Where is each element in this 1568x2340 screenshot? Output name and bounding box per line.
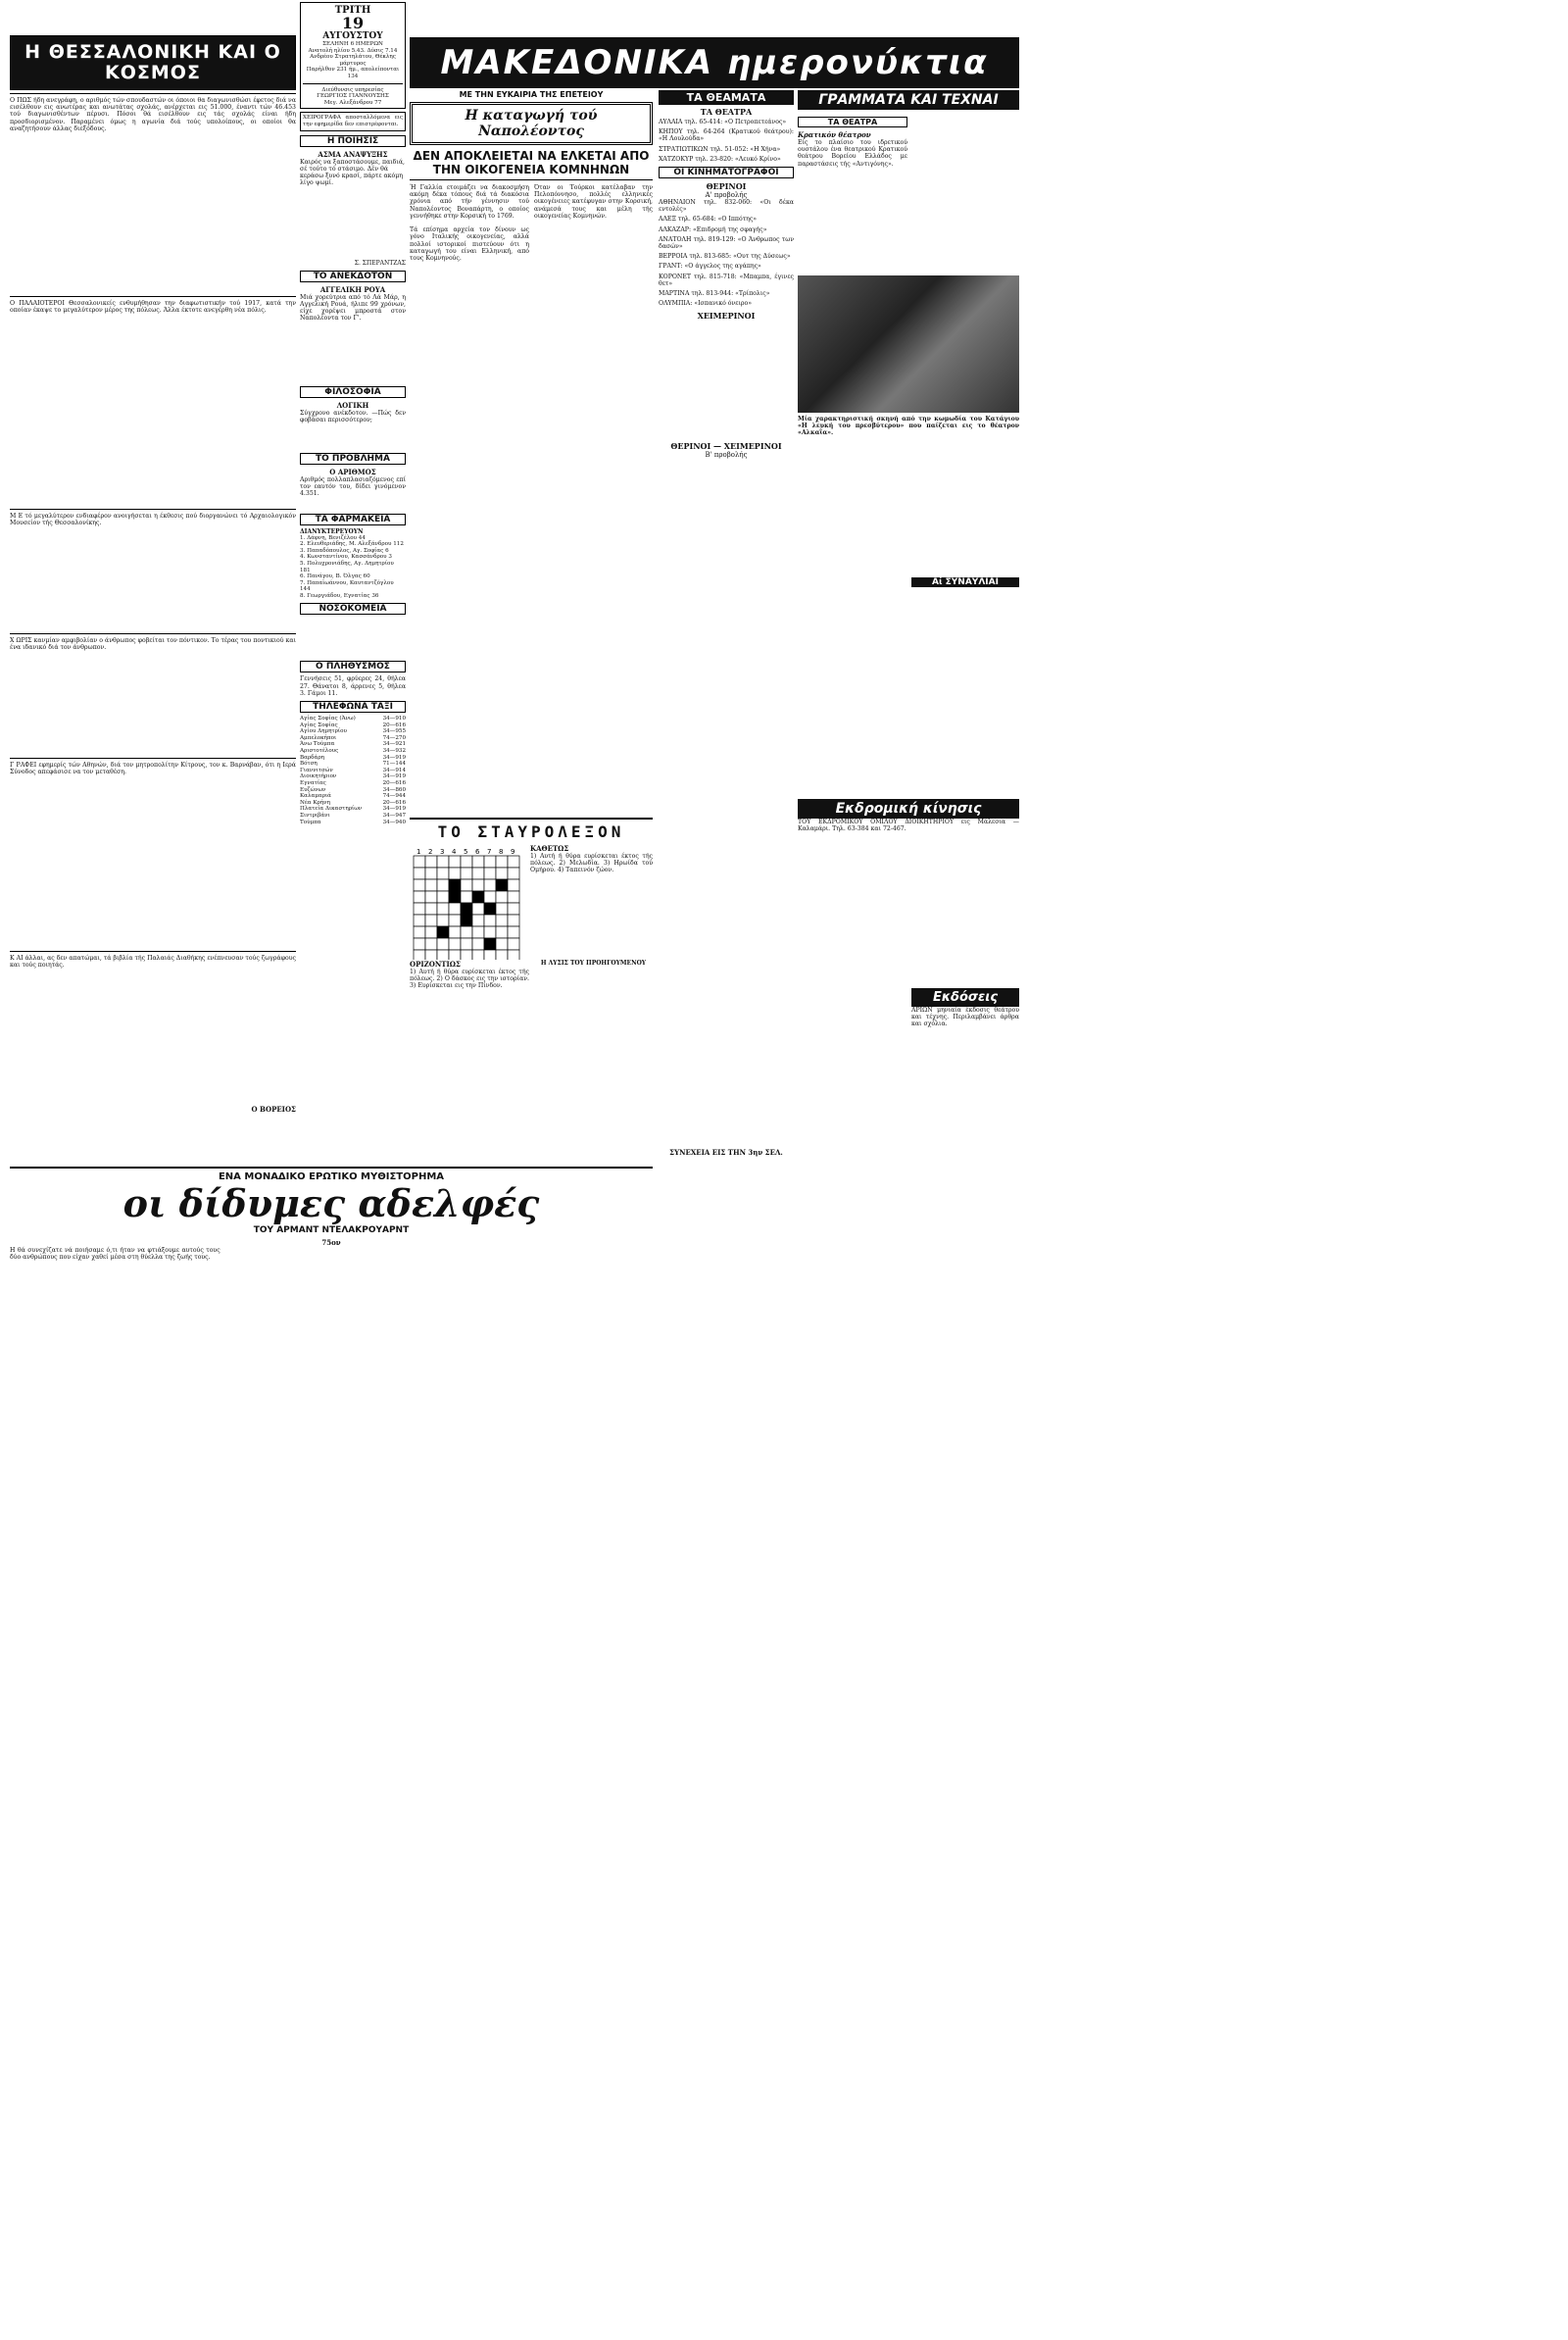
crossword-cell: [437, 926, 449, 938]
crossword-cell: [461, 950, 472, 960]
state-theatre-text: Είς το πλαίσιο του ιδρετικού ουστάλου ένα θεατρικού Κρατικού θεάτρου Βορείου Ελλάδος με παραστάσεις τής «Αντιγόνης».: [798, 139, 907, 168]
crossword-cell: [449, 868, 461, 879]
crossword-cell: [449, 879, 461, 891]
theatre-photo: [798, 275, 1019, 413]
crossword-cell: [508, 926, 519, 938]
column-shows: [659, 90, 794, 1157]
crossword-cell: [461, 903, 472, 915]
crossword-cell: [496, 903, 508, 915]
crossword-cell: [414, 879, 425, 891]
section-header-thessaloniki: [10, 35, 296, 90]
column-thessaloniki: [10, 0, 296, 1114]
crossword-cell: [414, 915, 425, 926]
crossword-cell: [472, 926, 484, 938]
cinema-listing: ΑΝΑΤΟΛΗ τηλ. 819-129: «Ο Άνθρωπος των δασών»: [659, 235, 794, 251]
crossword-cell: [425, 879, 437, 891]
masthead-subtitle: ΜΕ ΤΗΝ ΕΥΚΑΙΡΙΑ ΤΗΣ ΕΠΕΤΕΙΟΥ: [459, 90, 604, 99]
crossword-column-number: 7: [487, 848, 492, 856]
pharmacy-item: 4. Κωνσταντίνου, Κασσάνδρου 3: [300, 554, 392, 561]
article-students: Ο ΠΩΣ ήδη ανεγράφη, ο αριθμός τών σπουδαστών οι όποιοι θα διαγωνισθώσι έφετος διά να εισέλθουν εις ανωτέρας και ανωτάτας σχολάς, ανέρχεται εις 51.000, έναντι τών 46.453 τού διαγωνισθέντων πέρυσι. Πόσοι θά εισέλθουν εις τάς σχολάς είναι ήδη προσδιορισμένον. Παραμένει όμως η αγωνία διά τούς υπολοίπους, οι οποίοι θα αναζητήσουν άλλας διεξόδους.: [10, 97, 296, 132]
crossword-cell: [496, 879, 508, 891]
poetry-title: ΑΣΜΑ ΑΝΑΨΥΞΗΣ: [318, 149, 388, 159]
masthead: [410, 37, 1019, 88]
anecdote-text: Μιά χορεύτρια από τό Λά Μάρ, η Αγγελική Ρουά, ήλιπε 99 χρόνων, είχε χορέψει μπροστά στον Ναπολέοντα τον Γ'.: [300, 293, 406, 323]
pharmacy-item: 8. Γεωργιάδου, Εγνατίας 36: [300, 592, 379, 599]
crossword-cell: [437, 915, 449, 926]
serial-text-col3: [442, 1247, 653, 1261]
crossword-cell: [414, 926, 425, 938]
section-taxi: ΤΗΛΕΦΩΝΑ ΤΑΞΙ: [300, 701, 406, 713]
taxi-row: [300, 820, 406, 826]
taxi-stand: Καλαμαριά: [300, 793, 331, 800]
crossword-cell: [508, 915, 519, 926]
article-museum: Μ Ε τό μεγαλύτερον ενδιαφέρον ανοιγήσεται η έκθεσις πού διοργανώνει τό Αρχαιολογικόν Μουσείον τής Θεσσαλονίκης.: [10, 513, 296, 527]
taxi-phone: 34—947: [382, 812, 406, 819]
crossword-cell: [484, 903, 496, 915]
crossword-cell: [461, 891, 472, 903]
pharmacy-subtitle: ΔΙΑΝΥΚΤΕΡΕΥΟΥΝ: [300, 527, 364, 535]
crossword-cell: [449, 856, 461, 868]
section-pharmacies: ΤΑ ΦΑΡΜΑΚΕΙΑ: [300, 514, 406, 525]
crossword-cell: [425, 915, 437, 926]
section-philosophy: ΦΙΛΟΣΟΦΙΑ: [300, 386, 406, 398]
serial-text-col1: Η θά συνεχίζατε νά ποιήσαμε ό,τι ήταν να φτιάξουμε αυτούς τους δύο ανθρώπους που είχαν χαθεί μέσα στη θύελλα της ζωής τους.: [10, 1247, 220, 1262]
crossword-cell: [425, 926, 437, 938]
article-mouse: Χ ΩΡΙΣ κανμίαν αμφιβολίαν ο άνθρωπος φοβείται τον πόντικον. Το τέρας του ποντικιού και ένα ιδανικό διά τον άνθρωπον.: [10, 637, 296, 652]
crossword-horizontal-label: ΟΡΙΖΟΝΤΙΩΣ: [410, 960, 461, 969]
crossword-column-number: 8: [499, 848, 504, 856]
crossword-cell: [437, 891, 449, 903]
saint-of-day: Ανδρέου Στρατηλάτου, Θέκλης μάρτυρος: [310, 54, 396, 67]
crossword-cell: [449, 903, 461, 915]
crossword-cell: [484, 926, 496, 938]
cinema-listing: ΓΡΑΝΤ: «Ο άγγελος της αγάπης»: [659, 263, 761, 271]
taxi-phone: 34—921: [382, 741, 406, 748]
crossword-cell: [508, 938, 519, 950]
cinema-listing: ΑΘΗΝΑΙΟΝ τηλ. 832-060: «Οι δέκα εντολές»: [659, 199, 794, 214]
cinema-listing: ΑΛΕΞ τηλ. 65-684: «Ο Ιππότης»: [659, 216, 758, 224]
crossword-cell: [461, 915, 472, 926]
napoleon-text-left: Ή Γαλλία ετοιμάζει να διακοσμήση ακόμη δέκα τόπους διά τά διακόσια χρόνια από τήν γέννησιν τού Ναπολέοντος Βοναπάρτη, ο οποίος γεννήθηκε στην Κορσική το 1769. Τά επίσημα αρχεία τον δίνουν ως γόνο Ιταλικής οικογενείας, αλλά πολλοί ιστορικοί πιστεύουν ότι η καταγωγή του είναι Ελληνική, από τους Κομνηνούς.: [410, 184, 529, 263]
crossword-cell: [425, 891, 437, 903]
taxi-phone: 34—955: [382, 728, 406, 735]
section-theatres: ΤΑ ΘΕΑΤΡΑ: [798, 117, 907, 127]
taxi-stand: Εγνατίας: [300, 780, 326, 787]
crossword-grid: [410, 844, 525, 960]
cinema-listing: ΑΛΚΑΖΑΡ: «Επιδρομή της σφαγής»: [659, 225, 767, 233]
crossword-cell: [496, 868, 508, 879]
column-daily-info: [300, 0, 406, 825]
taxi-stand: Βότση: [300, 761, 318, 768]
column-signature: Ο ΒΟΡΕΙΟΣ: [251, 1105, 296, 1114]
crossword-cell: [484, 938, 496, 950]
crossword-cell: [414, 868, 425, 879]
feature-title: Η καταγωγή τού Ναπολέοντος: [465, 108, 598, 139]
crossword-cell: [496, 938, 508, 950]
theatre-listing: ΧΑΤΖΟΚΥΡ τηλ. 23-820: «Λευκό Κρίνο»: [659, 155, 781, 163]
state-theatre-title: Κρατικόν θέατρον: [798, 130, 871, 139]
crossword-cell: [508, 879, 519, 891]
crossword-column-number: 9: [511, 848, 515, 856]
crossword-cell: [496, 891, 508, 903]
days-count: Παρήλθον 231 ήμ., απολείπονται 134: [306, 67, 400, 79]
cinema-listing: ΟΛΥΜΠΙΑ: «Ισπανικό όνειρο»: [659, 300, 753, 308]
taxi-phone: 74—944: [382, 793, 406, 800]
hospitals-text: [300, 618, 406, 657]
feature-title-box: [410, 102, 653, 145]
taxi-phone: 71—144: [382, 761, 406, 768]
first-run-label: Α' προβολής: [705, 191, 748, 200]
concerts-text: [911, 587, 1019, 793]
crossword-cell: [484, 891, 496, 903]
taxi-row: [300, 761, 406, 768]
crossword-cell: [461, 938, 472, 950]
crossword-cell: [472, 879, 484, 891]
taxi-stand: Αγίας Σοφίας (Άνω): [300, 716, 356, 722]
crossword-cell: [472, 891, 484, 903]
taxi-stand: Τούμπα: [300, 819, 321, 825]
direction-address: Μεγ. Αλεξάνδρου 77: [323, 99, 382, 106]
philosophy-title: ΛΟΓΙΚΗ: [336, 400, 369, 410]
crossword-cell: [472, 938, 484, 950]
crossword-cell: [437, 938, 449, 950]
taxi-stand: Σιντριβάνι: [300, 812, 330, 819]
date-month: ΑΥΓΟΥΣΤΟΥ: [322, 31, 383, 41]
crossword-cell: [449, 926, 461, 938]
taxi-stand: Αγίου Δημητρίου: [300, 728, 347, 735]
crossword-column-number: 1: [416, 848, 421, 856]
poetry-author: Σ. ΣΠΕΡΑΝΤΖΑΣ: [354, 259, 406, 267]
taxi-phone: 20—616: [382, 799, 406, 806]
crossword-cell: [461, 879, 472, 891]
section-poetry: Η ΠΟΙΗΣΙΣ: [300, 135, 406, 147]
crossword-cell: [449, 915, 461, 926]
theatre-listing: ΑΥΛΑΙΑ τηλ. 65-414: «Ο Πετροπετεάνος»: [659, 119, 787, 125]
moon-phase: ΣΕΛΗΝΗ 6 ΗΜΕΡΩΝ: [322, 41, 383, 47]
direction-name: ΓΕΩΡΓΙΟΣ ΓΙΑΝΝΟΥΣΗΣ: [317, 93, 389, 100]
serial-author: ΤΟΥ ΑΡΜΑΝΤ ΝΤΕΛΑΚΡΟΥΑΡΝΤ: [253, 1225, 410, 1235]
pharmacy-item: 7. Παπαϊωάννου, Καυταντζόγλου 144: [300, 579, 394, 593]
date-box: [300, 2, 406, 109]
problem-text: Αριθμός πολλαπλασιαζόμενος επί τον εαυτόν του, δίδει γινόμενον 4.351.: [300, 475, 406, 497]
section-header-shows: ΤΑ ΘΕΑΜΑΤΑ: [659, 90, 794, 105]
theatre-listing: ΚΗΠΟΥ τηλ. 64-264 (Κρατικού θεάτρου): «Η Λουλούδα»: [659, 128, 794, 143]
pharmacy-item: 3. Παπαδόπουλος, Αγ. Σοφίας 6: [300, 547, 389, 554]
cinemas-winter-label: ΧΕΙΜΕΡΙΝΟΙ: [697, 311, 756, 322]
section-cinemas: ΟΙ ΚΙΝΗΜΑΤΟΓΡΑΦΟΙ: [659, 167, 794, 178]
crossword-cell: [425, 950, 437, 960]
crossword-cell: [437, 879, 449, 891]
direction-title: Διεύθυνσις υπηρεσίας: [321, 86, 384, 93]
crossword-title: ΤΟ ΣΤΑΥΡΟΛΕΞΟΝ: [437, 822, 625, 841]
section-header-letters: ΓΡΑΜΜΑΤΑ ΚΑΙ ΤΕΧΝΑΙ: [798, 90, 1019, 110]
taxi-stand: Ευζώνων: [300, 786, 326, 793]
taxi-row: [300, 780, 406, 787]
crossword-cell: [472, 915, 484, 926]
problem-title: Ο ΑΡΙΘΜΟΣ: [329, 467, 376, 476]
crossword-cell: [496, 950, 508, 960]
article-metropolitan: Γ ΡΑΦΕΙ εφημερίς τών Αθηνών, διά τον μητροπολίτην Κίτρους, τον κ. Βαρνάβαν, ότι η Ιερά Σύνοδος απεφάσισε να τον μεταθέση.: [10, 762, 296, 776]
taxi-phone: 34—919: [382, 773, 406, 780]
crossword-cell: [449, 891, 461, 903]
winter-cinemas-text: [659, 321, 794, 438]
crossword-cell: [425, 903, 437, 915]
crossword-cell: [425, 938, 437, 950]
section-hospitals: ΝΟΣΟΚΟΜΕΙΑ: [300, 603, 406, 615]
crossword-cell: [425, 868, 437, 879]
section-anecdote: ΤΟ ΑΝΕΚΔΟΤΟΝ: [300, 271, 406, 282]
cinema-listing: ΒΕΡΡΟΙΑ τηλ. 813-685: «Ουτ της Δύσεως»: [659, 253, 791, 261]
second-run-text: [659, 459, 794, 1145]
crossword-column-number: 2: [428, 848, 433, 856]
poetry-text: Καιρός να ξαποστάσουμε, παιδιά, σέ τούτο τό στάσιμο. Δέν θά κεράσω ξυνό κρασί, πάρτε ακόμη λίγο ψωμί.: [300, 158, 405, 187]
philosophy-text: Σύγχρονο ανέκδοτον. —Πώς δεν φοβάσαι περισσότερον;: [300, 409, 406, 423]
section-publications: Εκδόσεις: [911, 988, 1019, 1007]
crossword-cell: [437, 856, 449, 868]
shows-subheader: ΤΑ ΘΕΑΤΡΑ: [700, 107, 753, 117]
cinemas-combined-label: ΘΕΡΙΝΟΙ — ΧΕΙΜΕΡΙΝΟΙ: [670, 441, 782, 452]
serial-banner: ΕΝΑ ΜΟΝΑΔΙΚΟ ΕΡΩΤΙΚΟ ΜΥΘΙΣΤΟΡΗΜΑ: [218, 1171, 445, 1182]
crossword-column-number: 3: [440, 848, 445, 856]
serial-text-col2: [226, 1247, 437, 1261]
anecdote-title: ΑΓΓΕΛΙΚΗ ΡΟΥΑ: [319, 284, 386, 294]
crossword-cell: [484, 879, 496, 891]
taxi-stand: Άνω Τούμπα: [300, 741, 335, 748]
crossword-cell: [449, 950, 461, 960]
taxi-stand: Γιαννιτσών: [300, 767, 333, 773]
crossword-cell: [425, 856, 437, 868]
photo-caption: Μία χαρακτηριστική σκηνή από την κωμωδία του Κατάγιου «Η λευκή του πρεσβύτερου» που παίζεται εις το θέατρον «Αλκαΐα».: [798, 416, 1019, 437]
section-problem: ΤΟ ΠΡΟΒΛΗΜΑ: [300, 453, 406, 465]
column-napoleon: [410, 90, 653, 993]
crossword-cell: [496, 926, 508, 938]
crossword-cell: [414, 891, 425, 903]
crossword-cell: [461, 926, 472, 938]
taxi-phone: 20—616: [382, 780, 406, 787]
section-population: Ο ΠΛΗΘΥΣΜΟΣ: [300, 661, 406, 672]
taxi-stand: Πλατεία Δικαστηρίων: [300, 806, 363, 813]
theatres-list: [659, 119, 794, 163]
date-weekday: ΤΡΙΤΗ: [334, 5, 371, 16]
taxi-stand: Αμπελοκήποι: [300, 734, 337, 741]
crossword-cell: [496, 915, 508, 926]
taxi-phone: 34—940: [382, 819, 406, 825]
crossword-vertical-clues: 1) Αυτή ή θύρα ευρίσκεται έκτος τής πόλεως. 2) Μελωδία. 3) Ηρωίδα τού Ομήρου. 4) Ταπεινόν ζώον.: [530, 853, 653, 874]
napoleon-text-right: Όταν οι Τούρκοι κατέλαβαν την Πελοπόννησο, πολλές ελληνικές οικογένειες κατέφυγαν στην Κορσική, ανάμεσά τους και μέλη τής οικογενείας Κομνηνών.: [534, 184, 653, 220]
taxi-row: [300, 748, 406, 755]
serial-novel: [10, 1167, 653, 1521]
taxi-stand: Βαρδάρη: [300, 754, 324, 761]
taxi-stand: Διοικητήριον: [300, 773, 337, 780]
taxi-row: [300, 728, 406, 735]
header-thessaloniki-text: Η ΘΕΣΣΑΛΟΝΙΚΗ ΚΑΙ Ο ΚΟΣΜΟΣ: [24, 41, 281, 83]
pharmacy-item: 2. Ελευθεριάδης, Μ. Αλεξάνδρου 112: [300, 541, 404, 548]
excursions-text: ΤΟΥ ΕΚΔΡΟΜΙΚΟΥ ΟΜΙΛΟΥ ΔΙΟΙΚΗΤΗΡΙΟΥ εις Μάλεσια — Καλαμάρι. Τηλ. 63-384 και 72-467.: [798, 818, 1019, 832]
section-excursions: Εκδρομική κίνησις: [798, 799, 1019, 819]
population-text: Γεννήσεις 51, φρύερες 24, θήλεα 27. Θάνατοι 8, άρρενες 5, θήλεα 3. Γάμοι 11.: [300, 675, 406, 697]
crossword-cell: [484, 915, 496, 926]
pharmacy-list: [300, 535, 406, 600]
crossword-horizontal-clues: 1) Αυτή ή θύρα ευρίσκεται έκτος τής πόλεως. 2) Ο δάσκος εις την ιστορίαν. 3) Ευρίσκεται εις την Πίνδον.: [410, 969, 529, 990]
crossword-cell: [414, 950, 425, 960]
crossword-column-number: 4: [452, 848, 457, 856]
taxi-row: [300, 813, 406, 820]
crossword-cell: [414, 938, 425, 950]
taxi-row: [300, 806, 406, 813]
crossword-cell: [484, 868, 496, 879]
crossword-cell: [484, 856, 496, 868]
crossword-cell: [508, 950, 519, 960]
crossword-cell: [472, 868, 484, 879]
crossword-column-number: 5: [464, 848, 468, 856]
taxi-phone: 34—910: [382, 716, 406, 722]
taxi-phone: 20—616: [382, 722, 406, 728]
taxi-phone: 34—860: [382, 786, 406, 793]
pharmacy-item: 6. Πανάγου, Β. Όλγας 60: [300, 573, 370, 580]
cinemas-list: [659, 199, 794, 307]
cinema-listing: ΜΑΡΤΙΝΑ τηλ. 813-944: «Τρίπολις»: [659, 290, 770, 298]
taxi-phone: 34—919: [382, 754, 406, 761]
crossword-cell: [414, 903, 425, 915]
sun-times: Ανατολή ηλίου 5.43. Δύσις 7.14: [308, 47, 398, 54]
cinemas-summer-label: ΘΕΡΙΝΟΙ: [706, 181, 747, 192]
article-bible: Κ ΑΙ άλλαι, ας δεν απατώμαι, τά βιβλία τής Παλαιάς Διαθήκης ενέπνευσαν τούς ζωγράφους και τούς ποιητάς.: [10, 955, 296, 970]
taxi-phone: 74—270: [382, 734, 406, 741]
crossword-cell: [508, 903, 519, 915]
lead-headline: ΔΕΝ ΑΠΟΚΛΕΙΕΤΑΙ ΝΑ ΕΛΚΕΤΑΙ ΑΠΟ ΤΗΝ ΟΙΚΟΓΕΝΕΙΑ ΚΟΜΝΗΝΩΝ: [410, 149, 653, 180]
taxi-stand: Αριστοτέλους: [300, 748, 339, 755]
taxi-phone: 34—914: [382, 767, 406, 773]
crossword-cell: [437, 903, 449, 915]
masthead-title: ΜΑΚΕΔΟΝΙΚΑ ημερονύκτια: [440, 43, 989, 82]
taxi-phone: 34—919: [382, 806, 406, 813]
notice-manuscripts: ΧΕΙΡΟΓΡΑΦΑ αποσταλλόμενα εις την εφημερίδα δεν επιστρέφονται.: [300, 112, 406, 130]
pharmacy-item: 1. Δάφνη, Βενιζέλου 44: [300, 534, 366, 541]
crossword-solution-title: Η ΛΥΣΙΣ ΤΟΥ ΠΡΟΗΓΟΥΜΕΝΟΥ: [540, 960, 647, 967]
crossword-cell: [472, 903, 484, 915]
crossword-cell: [508, 868, 519, 879]
column-letters-arts: [798, 90, 1019, 1030]
date-day: 19: [341, 14, 365, 32]
taxi-stand: Νέα Κρήνη: [300, 799, 330, 806]
crossword-cell: [437, 950, 449, 960]
crossword-cell: [496, 856, 508, 868]
taxi-row: [300, 793, 406, 800]
section-concerts: Αί ΣΥΝΑΥΛΙΑΙ: [911, 577, 1019, 587]
crossword-cell: [449, 938, 461, 950]
continued-note: ΣΥΝΕΧΕΙΑ ΕΙΣ ΤΗΝ 3ην ΣΕΛ.: [669, 1148, 783, 1158]
crossword-vertical-label: ΚΑΘΕΤΩΣ: [530, 844, 569, 853]
letters-text-right: [911, 113, 1019, 270]
letters-text-col-a: [798, 440, 907, 793]
taxi-list: [300, 716, 406, 825]
taxi-stand: Αγίας Σοφίας: [300, 722, 338, 728]
crossword-cell: [484, 950, 496, 960]
taxi-row: [300, 716, 406, 722]
crossword-cell: [461, 868, 472, 879]
serial-title: οι δίδυμες αδελφές: [122, 1181, 540, 1225]
crossword-cell: [472, 856, 484, 868]
taxi-phone: 34—932: [382, 748, 406, 755]
serial-chapter: 75ον: [321, 1238, 341, 1247]
crossword-cell: [461, 856, 472, 868]
article-fire-1917: Ο ΠΑΛΑΙΟΤΕΡΟΙ Θεσσαλονικείς ενθυμήθησαν την διαφωτιστικήν τού 1917, κατά την οποίαν έκαψε το μεγαλύτερον μέρος της πόλεως. Άλλα έκτοτε ανεγέρθη νέα πόλις.: [10, 300, 296, 315]
second-run-label: Β' προβολής: [705, 451, 748, 460]
theatre-listing: ΣΤΡΑΤΙΩΤΙΚΩΝ τηλ. 51-052: «Η Χήνα»: [659, 145, 781, 153]
crossword-cell: [508, 891, 519, 903]
cinema-listing: ΚΟΡΟΝΕΤ τηλ. 815-718: «Μπαμπα, έγινες θετ»: [659, 273, 794, 287]
publications-text: ΑΡΙΩΝ μηνιαία έκδοσις θεάτρου και τέχνης. Περιλαμβάνει άρθρα και σχόλια.: [911, 1006, 1019, 1028]
crossword-cell: [437, 868, 449, 879]
crossword-cell: [508, 856, 519, 868]
crossword-cell: [472, 950, 484, 960]
crossword-cell: [414, 856, 425, 868]
crossword-column-number: 6: [475, 848, 480, 856]
pharmacy-item: 5. Πολυχρονιάδης, Αγ. Δημητρίου 181: [300, 560, 394, 573]
